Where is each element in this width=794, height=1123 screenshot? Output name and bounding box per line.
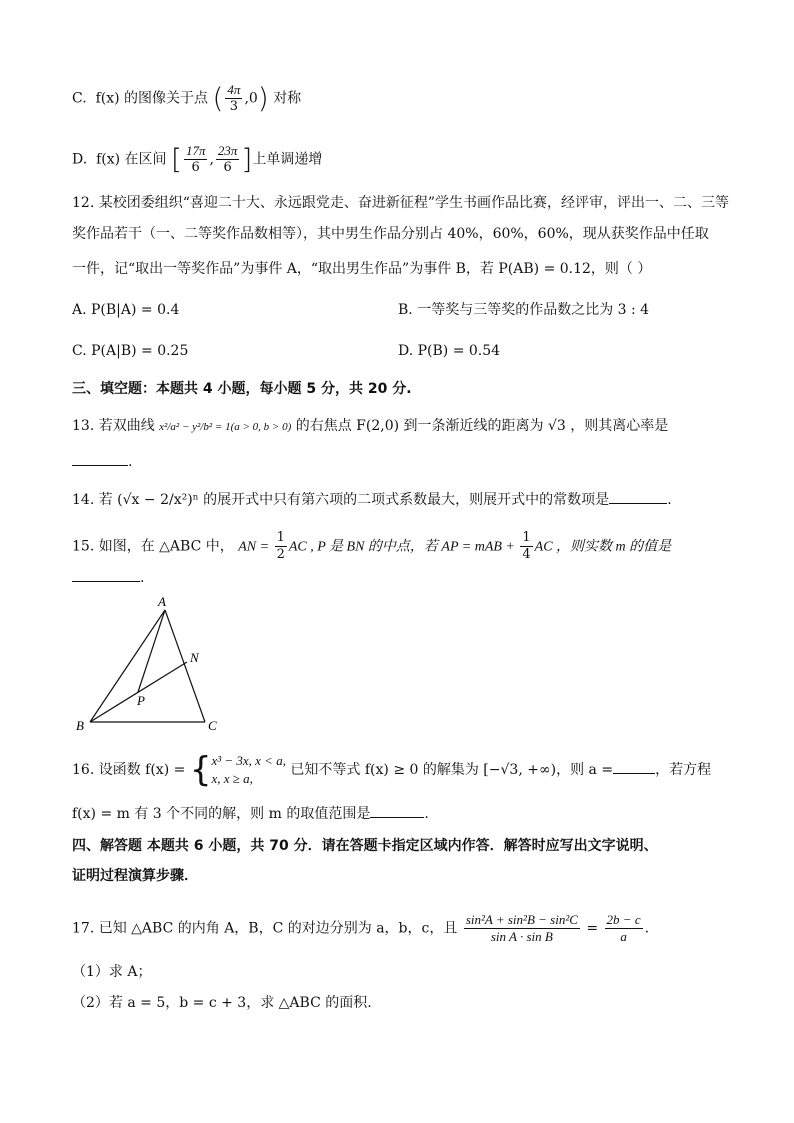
- q16-stem: 16. 设函数 f(x) = { x³ − 3x, x < a, x, x ≥ a, 已知不等式 f(x) ≥ 0 的解集为 [−√3, +∞)，则 a = ，若方程: [72, 750, 712, 790]
- section-3-title: 三、填空题：本题共 4 小题，每小题 5 分，共 20 分.: [72, 381, 412, 397]
- edge-ab: [90, 610, 165, 722]
- q17-sub1: （1）求 A；: [72, 964, 152, 980]
- q13-stem: 13. 若双曲线 x²/a² − y²/b² = 1(a > 0, b > 0) 的右焦点 F(2,0) 到一条渐近线的距离为 √3 ，则其离心率是: [72, 418, 669, 434]
- q12-stem-line2: 奖作品若干（一、二等奖作品数相等），其中男生作品分别占 40%，60%，60%，现从获奖作品中任取: [72, 226, 709, 242]
- label-a: A: [158, 594, 166, 609]
- label-p: P: [137, 693, 145, 708]
- section-4-title-line1: 四、解答题 本题共 6 小题，共 70 分．请在答题卡指定区域内作答．解答时应写出文字说明、: [72, 838, 658, 854]
- q12-option-b: B. 一等奖与三等奖的作品数之比为 3 : 4: [398, 302, 650, 318]
- label-c: C: [208, 718, 217, 733]
- q11-option-d: D. f(x) 在区间 [ $\frac{17\pi}{6}$ , $\frac{23\pi}{6}$ ]上单调递增: [72, 142, 323, 176]
- segment-ap: [138, 610, 165, 692]
- edge-ac: [165, 610, 205, 722]
- q12-option-a: A. P(B|A) = 0.4: [72, 302, 180, 318]
- q11-option-c: C. f(x) 的图像关于点 ( $\frac{4\pi}{3}$ ,0) 对称: [72, 81, 302, 115]
- label-n: N: [190, 650, 199, 665]
- q15-stem: 15. 如图，在 △ABC 中， AN = $\frac{1}{2}$ AC , P 是 BN 的中点，若 AP = mAB + $\frac{1}{4}$ AC ，则实数 m 的值是: [72, 530, 672, 562]
- q12-option-c: C. P(A|B) = 0.25: [72, 343, 189, 359]
- q12-stem-line3: 一件，记“取出一等奖作品”为事件 A，“取出男生作品”为事件 B，若 P(AB) = 0.12，则（ ）: [72, 261, 652, 277]
- q12-option-d: D. P(B) = 0.54: [398, 343, 501, 359]
- q13-answer-blank: .: [72, 452, 132, 472]
- triangle-figure: [70, 592, 230, 734]
- q12-stem-line1: 12. 某校团委组织“喜迎二十大、永远跟党走、奋进新征程”学生书画作品比赛，经评审，评出一、二、三等: [72, 195, 730, 211]
- q14-stem: 14. 若 (√x − 2/x²)ⁿ 的展开式中只有第六项的二项式系数最大，则展开式中的常数项是 .: [72, 492, 672, 508]
- q16-stem-line2: f(x) = m 有 3 个不同的解，则 m 的取值范围是 .: [72, 806, 429, 822]
- section-4-title-line2: 证明过程演算步骤．: [72, 868, 198, 884]
- q17-stem: 17. 已知 △ABC 的内角 A，B，C 的对边分别为 a，b，c，且 $\frac{\text{sin²A + sin²B − sin²C}}{\text{sin A · sin B}}$ = $\frac{2b - c}{a}$ .: [72, 912, 650, 944]
- q17-sub2: （2）若 a = 5，b = c + 3，求 △ABC 的面积.: [72, 995, 372, 1011]
- q15-answer-blank: .: [72, 568, 144, 588]
- label-b: B: [76, 718, 84, 733]
